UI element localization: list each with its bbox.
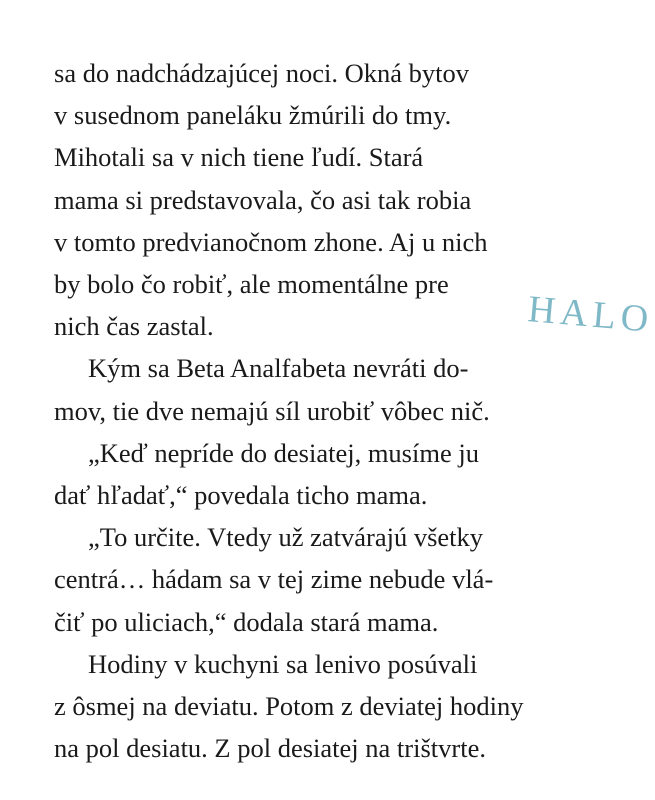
text-line: Kým sa Beta Analfabeta nevráti do- <box>88 353 469 384</box>
text-line: Mihotali sa v nich tiene ľudí. Stará <box>54 142 424 173</box>
text-line: by bolo čo robiť, ale momentálne pre <box>54 269 449 300</box>
text-line: v tomto predvianočnom zhone. Aj u nich <box>54 226 488 257</box>
body-text <box>54 52 594 769</box>
text-line: sa do nadchádzajúcej noci. Okná bytov <box>54 58 470 88</box>
text-line: v susednom paneláku žmúrili do tmy. <box>54 100 452 131</box>
text-line: Hodiny v kuchyni sa lenivo posúvali <box>88 648 478 679</box>
text-line: na pol desiatu. Z pol desiatej na trištvrte. <box>54 733 486 764</box>
text-line: mov, tie dve nemajú síl urobiť vôbec nič. <box>54 395 490 426</box>
text-line: „Keď nepríde do desiatej, musíme ju <box>88 437 479 468</box>
text-line: nich čas zastal. <box>54 311 214 342</box>
text-line: čiť po uliciach,“ dodala stará mama. <box>54 606 439 637</box>
text-line: z ôsmej na deviatu. Potom z deviatej hodiny <box>54 691 524 722</box>
text-line: „To určite. Vtedy už zatvárajú všetky <box>88 522 484 553</box>
text-line: dať hľadať,“ povedala ticho mama. <box>54 480 428 511</box>
margin-word: HALO <box>526 288 655 341</box>
text-line: mama si predstavovala, čo asi tak robia <box>54 184 472 215</box>
text-line: centrá… hádam sa v tej zime nebude vlá- <box>54 564 494 595</box>
